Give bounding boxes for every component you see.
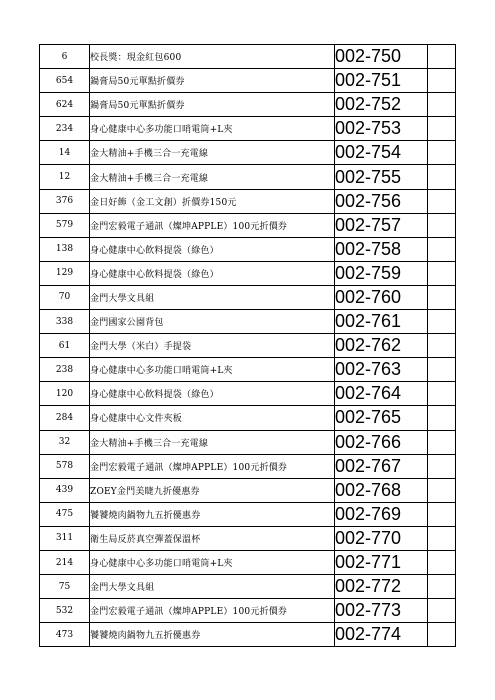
prize-item-cell: 金大精油+手機三合一充電線 — [90, 141, 335, 165]
table-row — [40, 478, 456, 502]
prize-item-cell: 身心健康中心飲料提袋（綠色） — [90, 237, 335, 261]
table-row — [40, 550, 456, 574]
empty-cell — [428, 550, 456, 574]
prize-code-cell: 002-771 — [335, 550, 428, 574]
prize-item-cell: 金門國家公園背包 — [90, 310, 335, 334]
table-row — [40, 285, 456, 309]
prize-code-cell: 002-759 — [335, 261, 428, 285]
empty-cell — [428, 189, 456, 213]
prize-code-cell: 002-754 — [335, 141, 428, 165]
table-row — [40, 502, 456, 526]
prize-item-cell: 身心健康中心多功能口哨電筒+L夾 — [90, 117, 335, 141]
prize-code-cell: 002-773 — [335, 599, 428, 623]
prize-item-cell: 金門大學文具組 — [90, 285, 335, 309]
empty-cell — [428, 454, 456, 478]
table-row — [40, 382, 456, 406]
prize-item-cell: 金大精油+手機三合一充電線 — [90, 165, 335, 189]
table-row — [40, 141, 456, 165]
prize-code-cell: 002-768 — [335, 478, 428, 502]
empty-cell — [428, 261, 456, 285]
table-row — [40, 261, 456, 285]
draw-number-cell: 532 — [40, 599, 90, 623]
empty-cell — [428, 213, 456, 237]
prize-item-cell: 衛生局反菸真空彈蓋保溫杯 — [90, 526, 335, 550]
table-row — [40, 599, 456, 623]
empty-cell — [428, 430, 456, 454]
table-row — [40, 358, 456, 382]
empty-cell — [428, 69, 456, 93]
empty-cell — [428, 575, 456, 599]
prize-item-cell: 身心健康中心文件夾板 — [90, 406, 335, 430]
prize-code-cell: 002-761 — [335, 310, 428, 334]
table-row — [40, 623, 456, 647]
table-row — [40, 189, 456, 213]
empty-cell — [428, 285, 456, 309]
prize-table-body — [40, 45, 456, 647]
draw-number-cell: 120 — [40, 382, 90, 406]
empty-cell — [428, 141, 456, 165]
prize-item-cell: 饕饕燒肉鍋物九五折優惠券 — [90, 502, 335, 526]
table-row — [40, 430, 456, 454]
draw-number-cell: 138 — [40, 237, 90, 261]
draw-number-cell: 12 — [40, 165, 90, 189]
prize-item-cell: 校長獎：現金紅包600 — [90, 45, 335, 69]
prize-item-cell: 金門大學（米白）手提袋 — [90, 334, 335, 358]
empty-cell — [428, 406, 456, 430]
empty-cell — [428, 117, 456, 141]
prize-item-cell: 金大精油+手機三合一充電線 — [90, 430, 335, 454]
prize-code-cell: 002-763 — [335, 358, 428, 382]
table-row — [40, 69, 456, 93]
draw-number-cell: 14 — [40, 141, 90, 165]
table-row — [40, 526, 456, 550]
table-row — [40, 406, 456, 430]
prize-code-cell: 002-756 — [335, 189, 428, 213]
empty-cell — [428, 623, 456, 647]
draw-number-cell: 376 — [40, 189, 90, 213]
prize-table — [39, 44, 456, 647]
empty-cell — [428, 237, 456, 261]
draw-number-cell: 129 — [40, 261, 90, 285]
table-row — [40, 213, 456, 237]
prize-code-cell: 002-765 — [335, 406, 428, 430]
draw-number-cell: 32 — [40, 430, 90, 454]
draw-number-cell: 214 — [40, 550, 90, 574]
prize-code-cell: 002-770 — [335, 526, 428, 550]
table-row — [40, 117, 456, 141]
table-row — [40, 454, 456, 478]
draw-number-cell: 284 — [40, 406, 90, 430]
draw-number-cell: 238 — [40, 358, 90, 382]
draw-number-cell: 475 — [40, 502, 90, 526]
empty-cell — [428, 310, 456, 334]
empty-cell — [428, 45, 456, 69]
prize-code-cell: 002-750 — [335, 45, 428, 69]
prize-code-cell: 002-767 — [335, 454, 428, 478]
draw-number-cell: 61 — [40, 334, 90, 358]
prize-code-cell: 002-772 — [335, 575, 428, 599]
prize-item-cell: 金門大學文具組 — [90, 575, 335, 599]
draw-number-cell: 6 — [40, 45, 90, 69]
draw-number-cell: 473 — [40, 623, 90, 647]
prize-code-cell: 002-751 — [335, 69, 428, 93]
prize-item-cell: 饕饕燒肉鍋物九五折優惠券 — [90, 623, 335, 647]
draw-number-cell: 654 — [40, 69, 90, 93]
table-row — [40, 575, 456, 599]
draw-number-cell: 578 — [40, 454, 90, 478]
draw-number-cell: 579 — [40, 213, 90, 237]
prize-code-cell: 002-774 — [335, 623, 428, 647]
prize-item-cell: 金日好飾（金工文創）折價券150元 — [90, 189, 335, 213]
prize-item-cell: 身心健康中心飲料提袋（綠色） — [90, 382, 335, 406]
prize-code-cell: 002-757 — [335, 213, 428, 237]
prize-item-cell: 鍋膏局50元單點折價券 — [90, 69, 335, 93]
prize-code-cell: 002-753 — [335, 117, 428, 141]
draw-number-cell: 70 — [40, 285, 90, 309]
prize-item-cell: 身心健康中心多功能口哨電筒+L夾 — [90, 550, 335, 574]
prize-item-cell: 金門宏毅電子通訊（燦坤APPLE）100元折價券 — [90, 454, 335, 478]
empty-cell — [428, 334, 456, 358]
prize-code-cell: 002-764 — [335, 382, 428, 406]
draw-number-cell: 234 — [40, 117, 90, 141]
draw-number-cell: 75 — [40, 575, 90, 599]
prize-code-cell: 002-760 — [335, 285, 428, 309]
prize-item-cell: 金門宏毅電子通訊（燦坤APPLE）100元折價券 — [90, 599, 335, 623]
table-row — [40, 45, 456, 69]
prize-item-cell: 身心健康中心飲料提袋（綠色） — [90, 261, 335, 285]
table-row — [40, 165, 456, 189]
prize-item-cell: 金門宏毅電子通訊（燦坤APPLE）100元折價券 — [90, 213, 335, 237]
prize-code-cell: 002-758 — [335, 237, 428, 261]
prize-code-cell: 002-769 — [335, 502, 428, 526]
prize-code-cell: 002-762 — [335, 334, 428, 358]
draw-number-cell: 439 — [40, 478, 90, 502]
empty-cell — [428, 358, 456, 382]
draw-number-cell: 311 — [40, 526, 90, 550]
empty-cell — [428, 599, 456, 623]
table-row — [40, 237, 456, 261]
table-row — [40, 310, 456, 334]
draw-number-cell: 338 — [40, 310, 90, 334]
draw-number-cell: 624 — [40, 93, 90, 117]
prize-code-cell: 002-752 — [335, 93, 428, 117]
table-row — [40, 334, 456, 358]
empty-cell — [428, 382, 456, 406]
table-row — [40, 93, 456, 117]
empty-cell — [428, 165, 456, 189]
empty-cell — [428, 526, 456, 550]
empty-cell — [428, 93, 456, 117]
prize-item-cell: ZOEY金門美睫九折優惠券 — [90, 478, 335, 502]
empty-cell — [428, 502, 456, 526]
empty-cell — [428, 478, 456, 502]
prize-code-cell: 002-755 — [335, 165, 428, 189]
prize-code-cell: 002-766 — [335, 430, 428, 454]
prize-item-cell: 鍋膏局50元單點折價券 — [90, 93, 335, 117]
prize-item-cell: 身心健康中心多功能口哨電筒+L夾 — [90, 358, 335, 382]
